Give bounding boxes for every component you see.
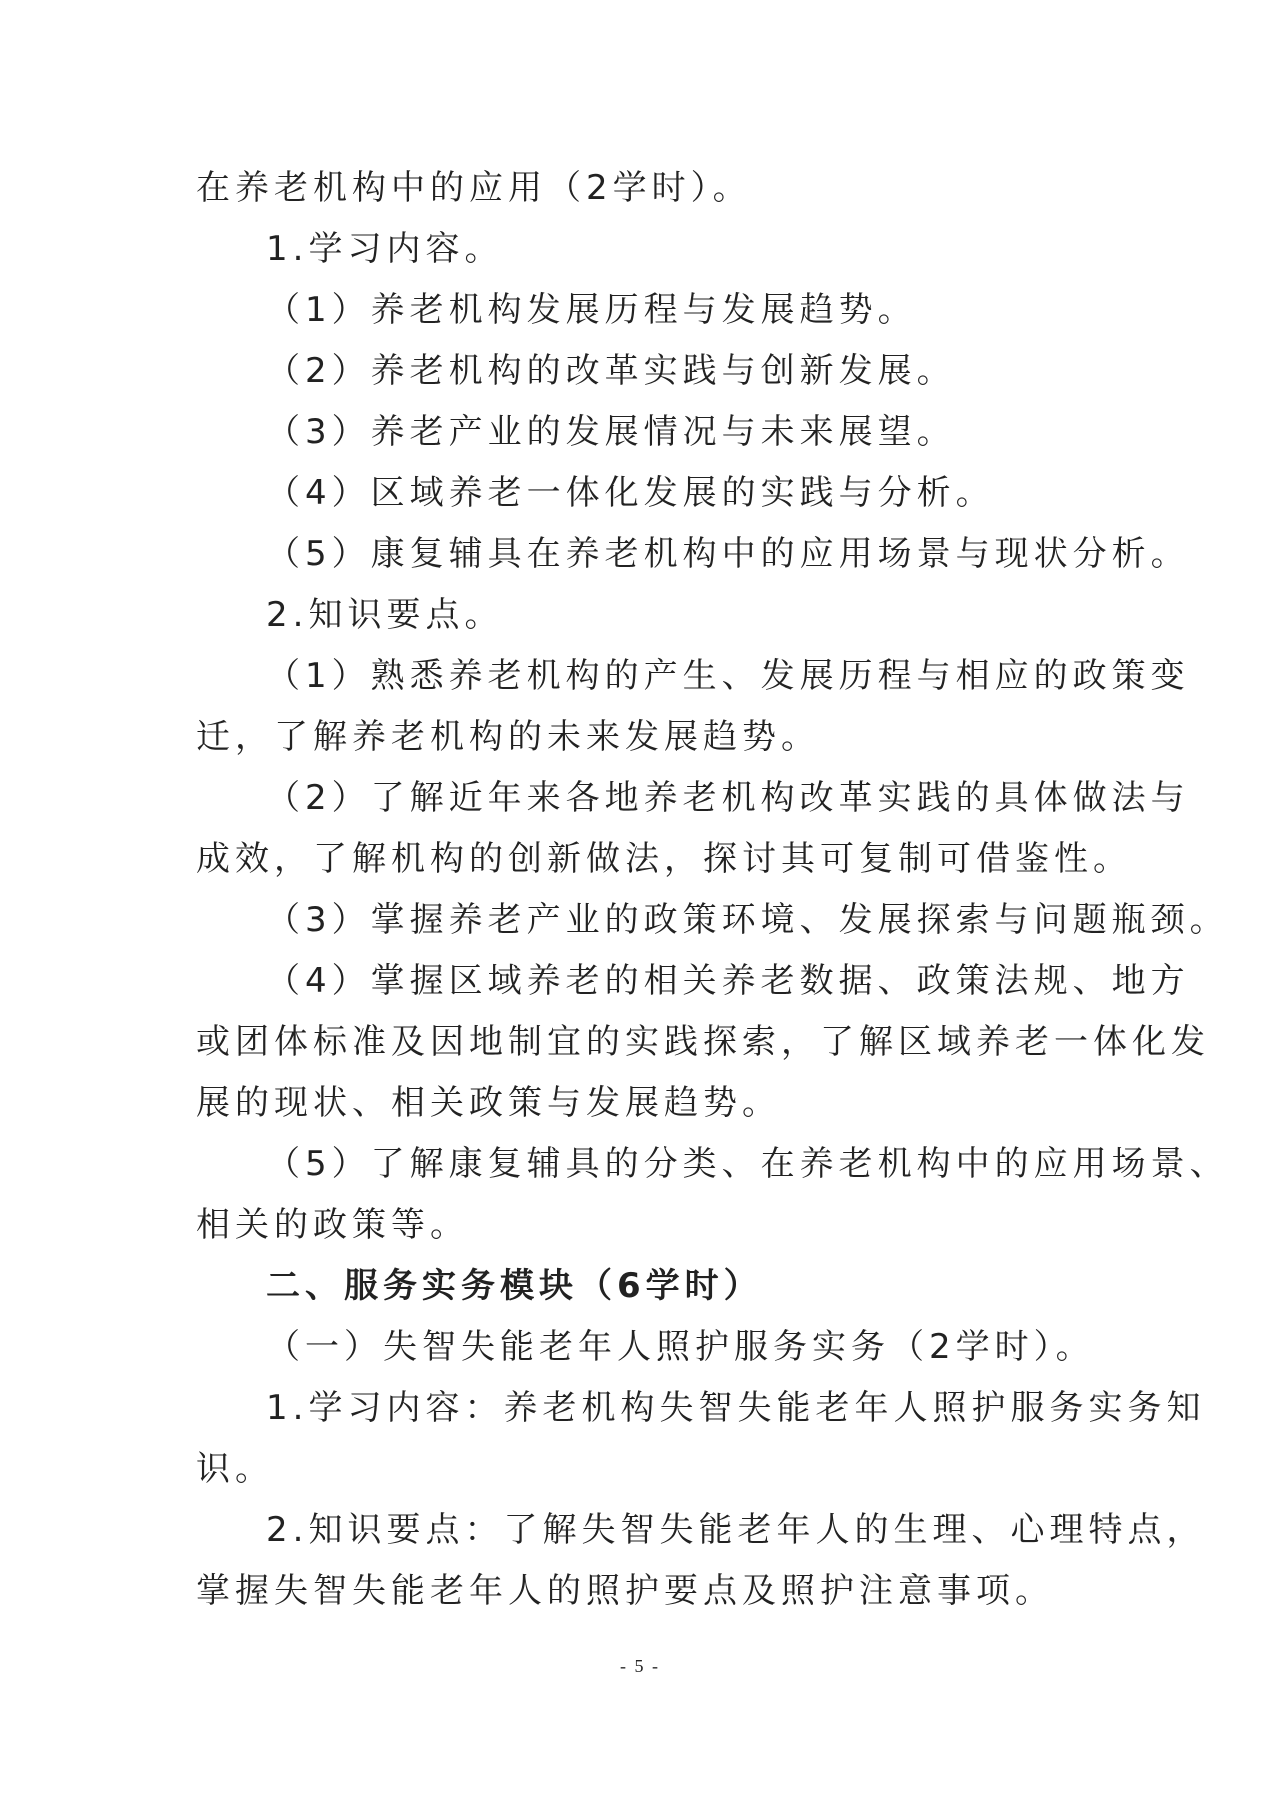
text-line: 相关的政策等。 (196, 1205, 469, 1245)
text-line: 在养老机构中的应用（2学时）。 (196, 168, 752, 208)
text-line: 成效，了解机构的创新做法，探讨其可复制可借鉴性。 (196, 839, 1132, 879)
text-line: 2.知识要点。 (266, 595, 504, 635)
text-line: （4）区域养老一体化发展的实践与分析。 (266, 473, 995, 513)
text-line: （1）熟悉养老机构的产生、发展历程与相应的政策变 (266, 656, 1190, 696)
text-line: （1）养老机构发展历程与发展趋势。 (266, 290, 917, 330)
text-line: （5）了解康复辅具的分类、在养老机构中的应用场景、 (266, 1144, 1229, 1184)
subsection-heading: （一）失智失能老年人照护服务实务（2学时）。 (266, 1327, 1095, 1367)
text-line: 迁，了解养老机构的未来发展趋势。 (196, 717, 820, 757)
text-line: （4）掌握区域养老的相关养老数据、政策法规、地方 (266, 961, 1190, 1001)
page-number: - 5 - (620, 1656, 660, 1676)
text-line: （2）养老机构的改革实践与创新发展。 (266, 351, 956, 391)
text-line: 2.知识要点：了解失智失能老年人的生理、心理特点， (266, 1510, 1206, 1550)
text-line: 1.学习内容。 (266, 229, 504, 269)
text-line: 展的现状、相关政策与发展趋势。 (196, 1083, 781, 1123)
text-line: 或团体标准及因地制宜的实践探索，了解区域养老一体化发 (196, 1022, 1210, 1062)
text-line: （5）康复辅具在养老机构中的应用场景与现状分析。 (266, 534, 1190, 574)
text-line: 掌握失智失能老年人的照护要点及照护注意事项。 (196, 1571, 1054, 1611)
text-line: （3）掌握养老产业的政策环境、发展探索与问题瓶颈。 (266, 900, 1229, 940)
text-line: 识。 (196, 1449, 274, 1489)
text-line: 1.学习内容：养老机构失智失能老年人照护服务实务知 (266, 1388, 1206, 1428)
section-heading: 二、服务实务模块（6学时） (266, 1266, 763, 1306)
text-line: （2）了解近年来各地养老机构改革实践的具体做法与 (266, 778, 1190, 818)
text-line: （3）养老产业的发展情况与未来展望。 (266, 412, 956, 452)
